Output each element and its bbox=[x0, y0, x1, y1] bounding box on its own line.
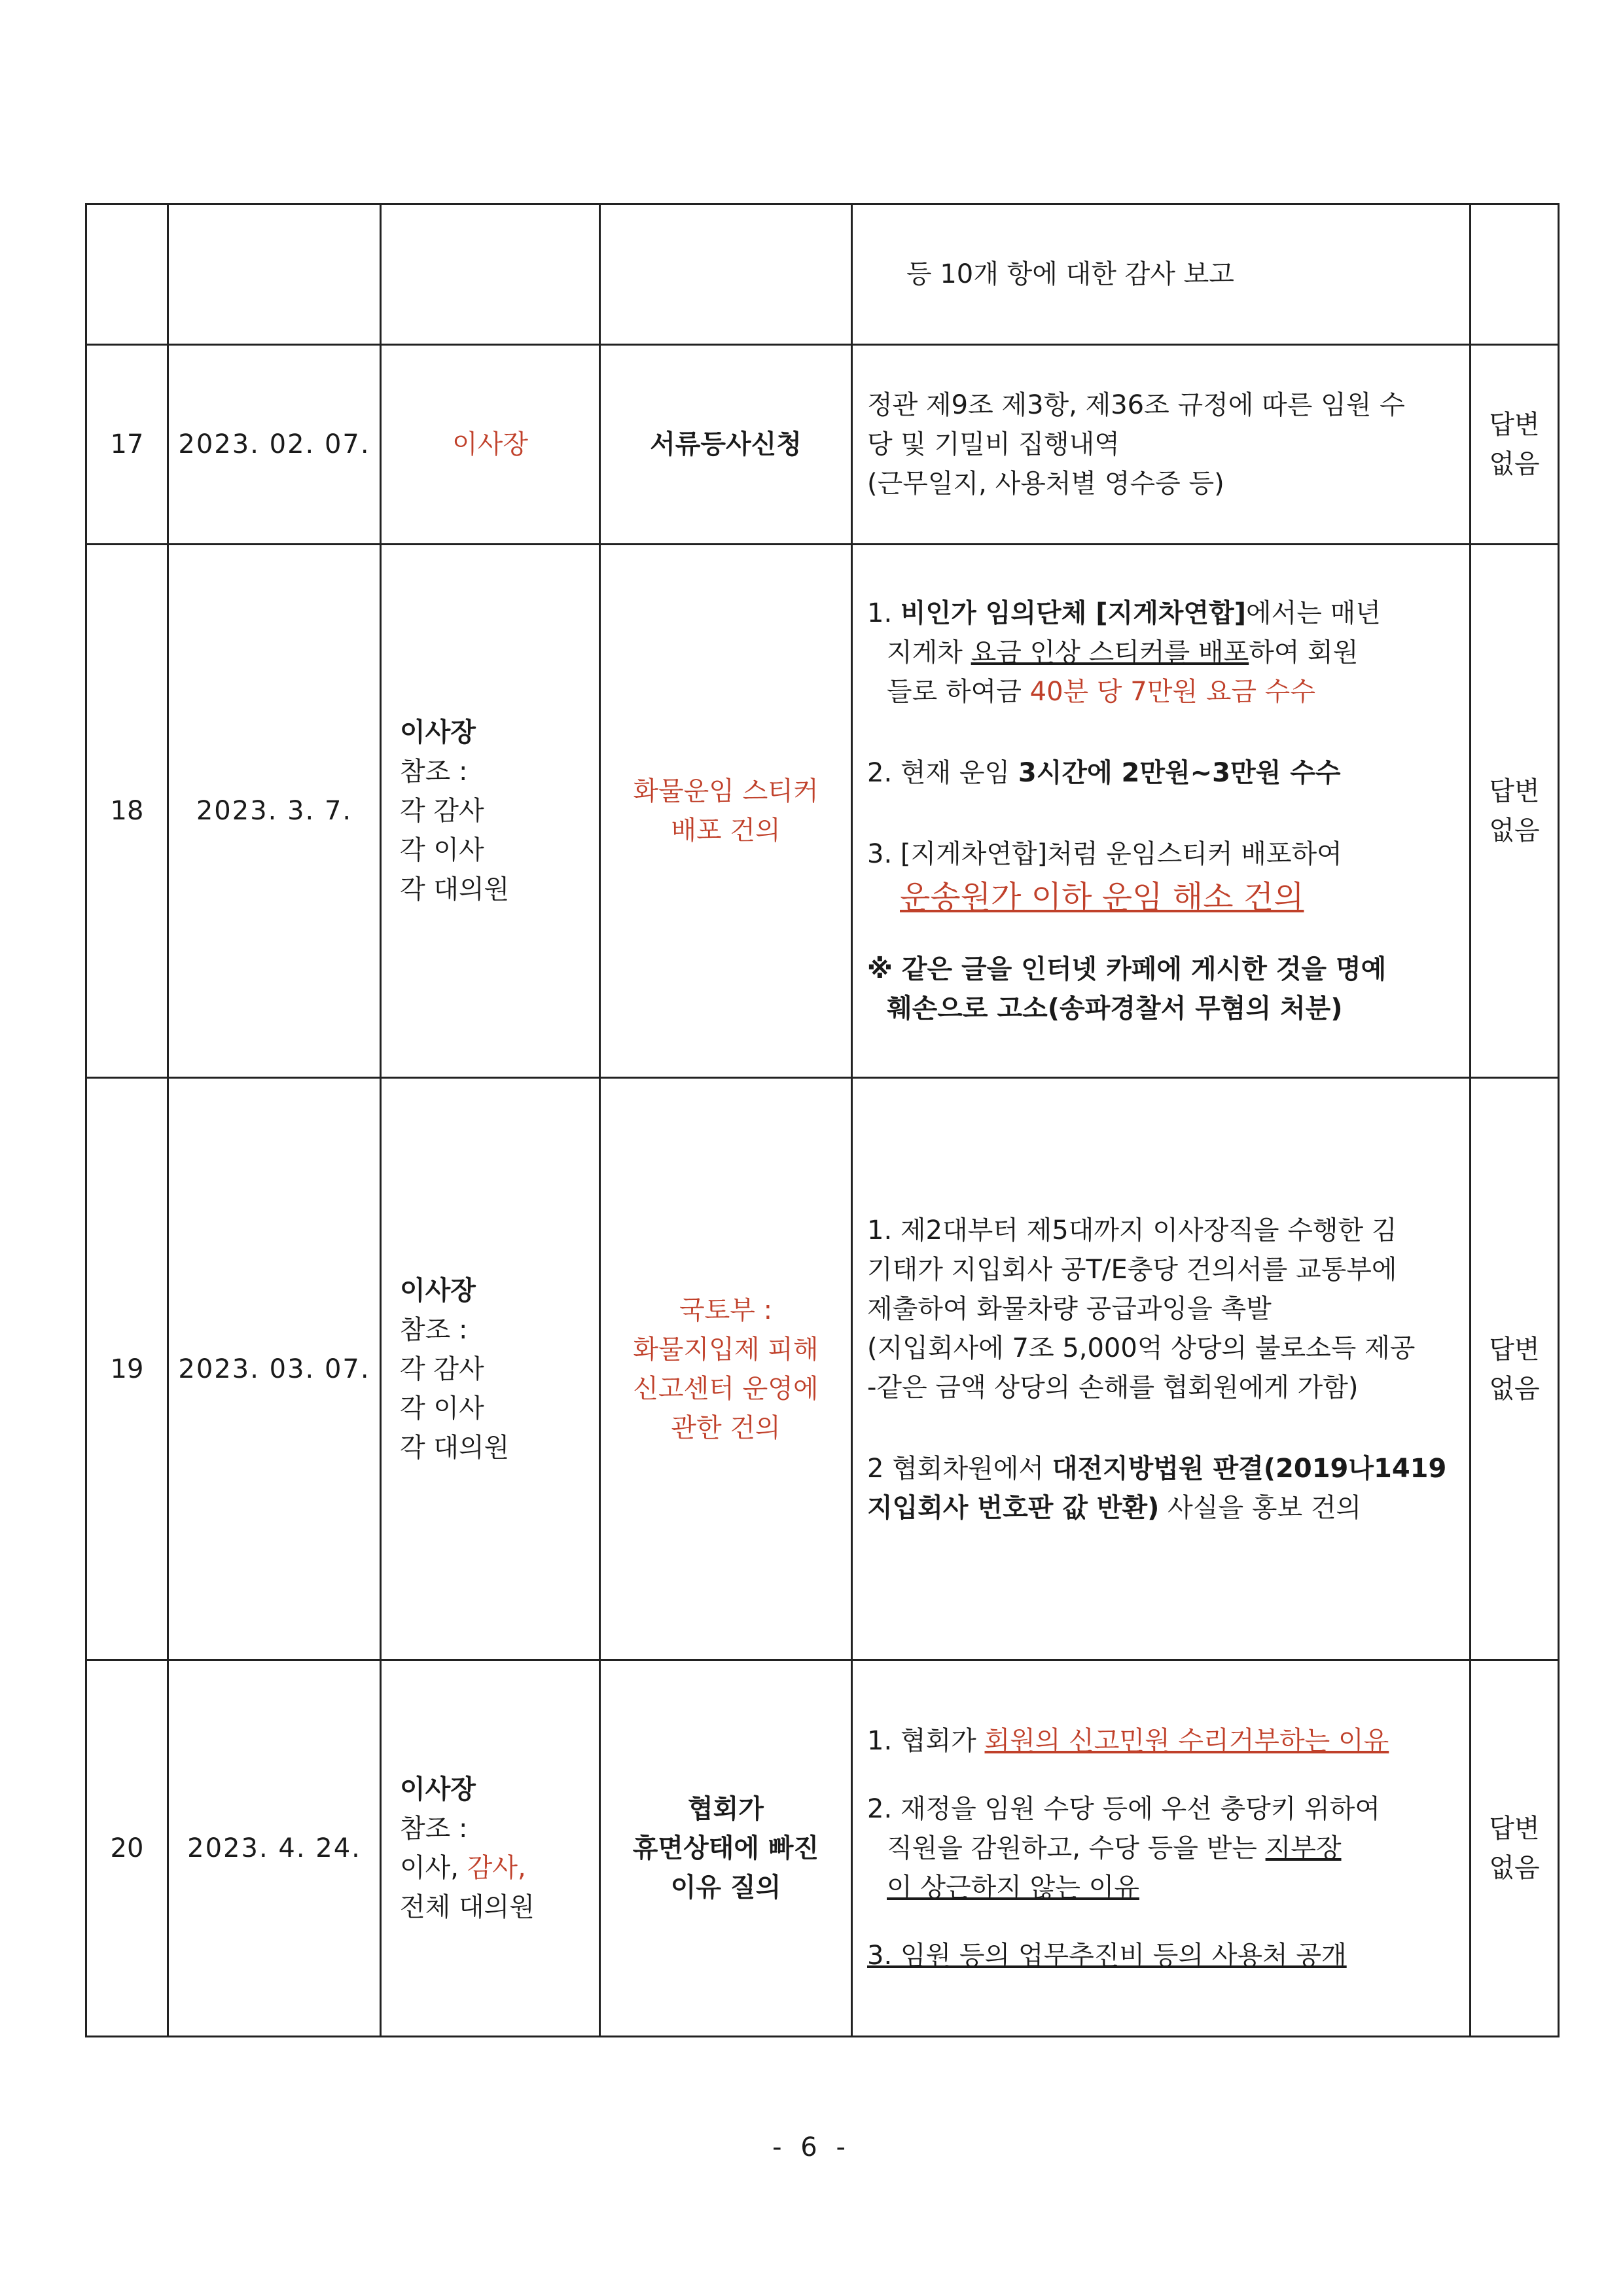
cell-body bbox=[852, 1660, 1471, 2037]
cell-date: 2023. 4. 24. bbox=[168, 1660, 381, 2037]
body-line: (지입회사에 7조 5,000억 상당의 불로소득 제공 bbox=[867, 1333, 1416, 1363]
receiver-line: 각 이사 bbox=[400, 1393, 484, 1424]
receiver-line: 각 감사 bbox=[400, 796, 484, 826]
spacer bbox=[867, 1907, 1455, 1936]
item-line bbox=[867, 594, 1455, 633]
receiver-title: 이사장 bbox=[400, 1774, 476, 1804]
receiver-line: 전체 대의원 bbox=[400, 1892, 535, 1922]
page-number: - 6 - bbox=[772, 2132, 851, 2162]
item-underlined-text: 이 상근하지 않는 이유 bbox=[887, 1873, 1139, 1903]
cell-no: 19 bbox=[86, 1078, 168, 1660]
answer-line: 없음 bbox=[1489, 449, 1540, 479]
item-text: 에서는 매년 bbox=[1245, 598, 1381, 628]
body-line: 제출하여 화물차량 공급과잉을 촉발 bbox=[867, 1293, 1272, 1324]
item-bold-text: 3시간에 2만원~3만원 수수 bbox=[1018, 758, 1341, 788]
body-line: -같은 금액 상당의 손해를 협회원에게 가함) bbox=[867, 1372, 1359, 1403]
answer-line: 답변 bbox=[1489, 1334, 1540, 1365]
title-line: 화물지입제 피해 bbox=[633, 1334, 819, 1365]
body-line: 기태가 지입회사 공T/E충당 건의서를 교통부에 bbox=[867, 1254, 1397, 1285]
cell-date bbox=[168, 204, 381, 345]
item-text: 직원을 감원하고, 수당 등을 받는 bbox=[887, 1833, 1266, 1863]
cell-receiver bbox=[381, 1660, 600, 2037]
item-line bbox=[867, 672, 1455, 711]
item-bold-text: 지입회사 번호판 값 반환) bbox=[867, 1492, 1160, 1523]
receiver-line: 참조 : bbox=[400, 757, 468, 787]
answer-line: 없음 bbox=[1489, 816, 1540, 846]
title-line: 관한 건의 bbox=[671, 1412, 781, 1443]
item-text: 2. 현재 운임 bbox=[867, 758, 1018, 788]
cell-body bbox=[852, 204, 1471, 345]
title-line: 이유 질의 bbox=[670, 1873, 781, 1903]
note-line: ※ 같은 글을 인터넷 카페에 게시한 것을 명예 bbox=[867, 954, 1387, 984]
item-line: 3. [지게차연합]처럼 운임스티커 배포하여 bbox=[867, 839, 1342, 869]
item-bold-text: 비인가 임의단체 [지게차연합] bbox=[900, 598, 1246, 628]
cell-title bbox=[600, 204, 852, 345]
table-row bbox=[86, 545, 1559, 1078]
item-text: 지게차 bbox=[887, 637, 971, 668]
receiver-line: 각 대의원 bbox=[400, 874, 510, 905]
item-text: 하여 회원 bbox=[1249, 637, 1359, 668]
table-row bbox=[86, 1078, 1559, 1660]
cell-answer bbox=[1471, 545, 1559, 1078]
cell-body bbox=[852, 345, 1471, 545]
cell-receiver bbox=[381, 1078, 600, 1660]
item-line: 2. 재정을 임원 수당 등에 우선 충당키 위하여 bbox=[867, 1794, 1381, 1824]
cell-title bbox=[600, 1660, 852, 2037]
cell-date: 2023. 3. 7. bbox=[168, 545, 381, 1078]
item-text: 2 협회차원에서 bbox=[867, 1453, 1052, 1484]
spacer bbox=[867, 793, 1455, 834]
petition-table bbox=[85, 203, 1560, 2037]
answer-line: 답변 bbox=[1489, 776, 1540, 806]
item-red-text: 40분 당 7만원 요금 수수 bbox=[1029, 677, 1315, 707]
receiver-line: 각 대의원 bbox=[400, 1432, 510, 1463]
spacer bbox=[867, 1407, 1455, 1449]
answer-line: 답변 bbox=[1489, 410, 1540, 440]
receiver-text: 이사, bbox=[400, 1853, 467, 1883]
title-line: 국토부 : bbox=[679, 1295, 773, 1325]
answer-line: 답변 bbox=[1489, 1814, 1540, 1844]
cell-no: 20 bbox=[86, 1660, 168, 2037]
item-line bbox=[867, 1488, 1455, 1528]
item-underlined-text: 지부장 bbox=[1265, 1833, 1342, 1863]
spacer bbox=[867, 711, 1455, 753]
note-line: 훼손으로 고소(송파경찰서 무혐의 처분) bbox=[887, 994, 1343, 1024]
body-line: 정관 제9조 제3항, 제36조 규정에 따른 임원 수 bbox=[867, 390, 1405, 420]
item-line bbox=[867, 633, 1455, 672]
title-line: 휴면상태에 빠진 bbox=[632, 1833, 819, 1863]
item-text: 1. 협회가 bbox=[867, 1726, 985, 1756]
body-line: 등 10개 항에 대한 감사 보고 bbox=[906, 259, 1234, 289]
answer-line: 없음 bbox=[1489, 1373, 1540, 1404]
table-row bbox=[86, 204, 1559, 345]
cell-answer bbox=[1471, 1078, 1559, 1660]
receiver-line: 참조 : bbox=[400, 1314, 468, 1345]
title-line: 신고센터 운영에 bbox=[633, 1373, 819, 1404]
body-line: 1. 제2대부터 제5대까지 이사장직을 수행한 김 bbox=[867, 1215, 1397, 1246]
item-line bbox=[867, 1721, 1455, 1761]
item-text: 사실을 홍보 건의 bbox=[1159, 1492, 1362, 1523]
receiver-line: 각 이사 bbox=[400, 835, 484, 865]
body-line: (근무일지, 사용처별 영수증 등) bbox=[867, 469, 1224, 499]
receiver-title: 이사장 bbox=[400, 717, 476, 747]
receiver-title: 이사장 bbox=[400, 1275, 476, 1306]
cell-answer bbox=[1471, 1660, 1559, 2037]
receiver-red-text: 감사, bbox=[467, 1853, 526, 1883]
item-underlined-text: 3. 임원 등의 업무추진비 등의 사용처 공개 bbox=[867, 1941, 1347, 1971]
cell-receiver: 이사장 bbox=[381, 345, 600, 545]
title-line: 화물운임 스티커 bbox=[633, 776, 819, 806]
body-line: 당 및 기밀비 집행내역 bbox=[867, 429, 1120, 459]
cell-date: 2023. 02. 07. bbox=[168, 345, 381, 545]
item-text: 들로 하여금 bbox=[887, 677, 1030, 707]
cell-title: 서류등사신청 bbox=[600, 345, 852, 545]
cell-receiver bbox=[381, 204, 600, 345]
cell-answer bbox=[1471, 204, 1559, 345]
cell-no: 17 bbox=[86, 345, 168, 545]
cell-no bbox=[86, 204, 168, 345]
item-line bbox=[867, 753, 1455, 793]
item-red-underlined-text: 운송원가 이하 운임 해소 건의 bbox=[900, 879, 1304, 916]
cell-title bbox=[600, 1078, 852, 1660]
answer-line: 없음 bbox=[1489, 1853, 1540, 1883]
cell-date: 2023. 03. 07. bbox=[168, 1078, 381, 1660]
cell-title bbox=[600, 545, 852, 1078]
item-underlined-text: 요금 인상 스티커를 배포 bbox=[971, 637, 1249, 668]
spacer bbox=[867, 921, 1455, 950]
receiver-line: 각 감사 bbox=[400, 1354, 484, 1384]
table-row bbox=[86, 1660, 1559, 2037]
title-line: 협회가 bbox=[688, 1794, 764, 1824]
item-red-underlined-text: 회원의 신고민원 수리거부하는 이유 bbox=[984, 1726, 1389, 1756]
title-line: 배포 건의 bbox=[671, 816, 781, 846]
item-number: 1. bbox=[867, 598, 893, 628]
cell-answer bbox=[1471, 345, 1559, 545]
item-line bbox=[867, 1449, 1455, 1488]
cell-body bbox=[852, 1078, 1471, 1660]
cell-body bbox=[852, 545, 1471, 1078]
table-row bbox=[86, 345, 1559, 545]
receiver-line: 참조 : bbox=[400, 1814, 468, 1844]
item-line bbox=[867, 1829, 1455, 1868]
cell-receiver bbox=[381, 545, 600, 1078]
spacer bbox=[867, 1761, 1455, 1789]
cell-no: 18 bbox=[86, 545, 168, 1078]
receiver-line bbox=[400, 1848, 599, 1888]
item-bold-text: 대전지방법원 판결(2019나1419 bbox=[1052, 1453, 1447, 1484]
